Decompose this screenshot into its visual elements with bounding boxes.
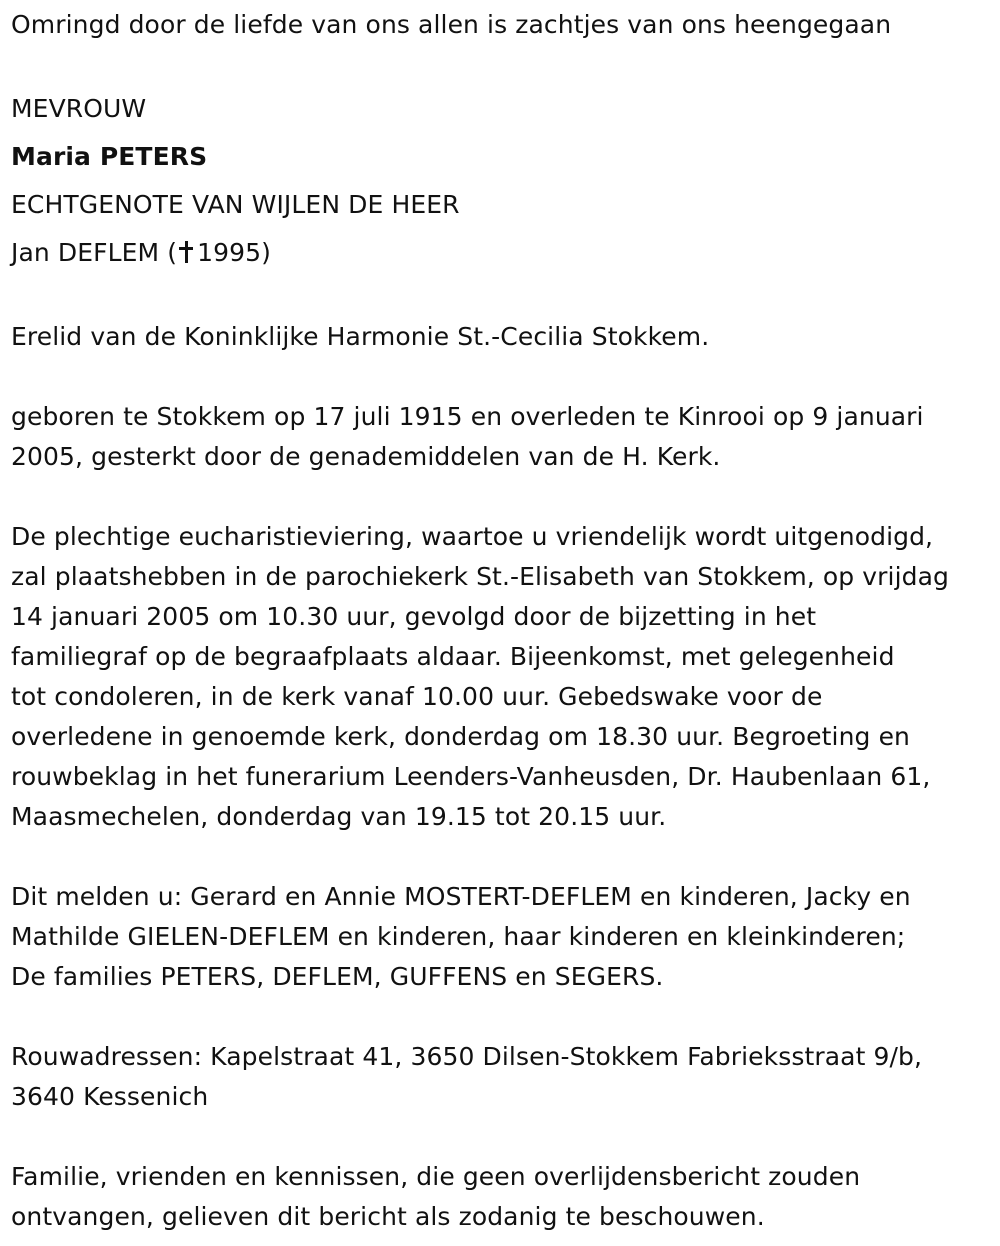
cross-icon [179, 241, 193, 263]
ceremony-line: overledene in genoemde kerk, donderdag om 18.30 uur. Begroeting en [11, 722, 910, 751]
death-notice [11, 0, 996, 1237]
announcement-line: De families PETERS, DEFLEM, GUFFENS en SEGERS. [11, 962, 664, 991]
ceremony-line: zal plaatshebben in de parochiekerk St.-Elisabeth van Stokkem, op vrijdag [11, 562, 949, 591]
deceased-name: Maria PETERS [11, 142, 208, 171]
ceremony-line: De plechtige eucharistieviering, waartoe u vriendelijk wordt uitgenodigd, [11, 522, 934, 551]
spacer [11, 837, 996, 877]
spacer [11, 997, 996, 1037]
title-mevrouw: MEVROUW [11, 94, 147, 123]
relation-text: ECHTGENOTE VAN WIJLEN DE HEER [11, 190, 460, 219]
closing-line: ontvangen, gelieven dit bericht als zodanig te beschouwen. [11, 1202, 765, 1231]
spacer [11, 277, 996, 317]
ceremony-line: tot condoleren, in de kerk vanaf 10.00 uur. Gebedswake voor de [11, 682, 823, 711]
ceremony-line: 14 januari 2005 om 10.30 uur, gevolgd door de bijzetting in het [11, 602, 817, 631]
address-line: 3640 Kessenich [11, 1082, 209, 1111]
spacer [11, 477, 996, 517]
ceremony-line: Maasmechelen, donderdag van 19.15 tot 20.15 uur. [11, 802, 667, 831]
spouse-year: 1995) [197, 238, 271, 267]
intro-text: Omringd door de liefde van ons allen is zachtjes van ons heengegaan [11, 10, 892, 39]
address-line: Rouwadressen: Kapelstraat 41, 3650 Dilsen-Stokkem Fabrieksstraat 9/b, [11, 1042, 923, 1071]
birth-death-line: geboren te Stokkem op 17 juli 1915 en overleden te Kinrooi op 9 januari [11, 402, 924, 431]
closing-line: Familie, vrienden en kennissen, die geen overlijdensbericht zouden [11, 1162, 861, 1191]
honorary-text: Erelid van de Koninklijke Harmonie St.-Cecilia Stokkem. [11, 322, 710, 351]
spouse-line [11, 229, 996, 277]
spacer [11, 45, 996, 85]
ceremony-line: familiegraf op de begraafplaats aldaar. Bijeenkomst, met gelegenheid [11, 642, 895, 671]
ceremony-line: rouwbeklag in het funerarium Leenders-Vanheusden, Dr. Haubenlaan 61, [11, 762, 931, 791]
announcement-line: Mathilde GIELEN-DEFLEM en kinderen, haar kinderen en kleinkinderen; [11, 922, 906, 951]
spacer [11, 357, 996, 397]
spouse-name: Jan DEFLEM ( [11, 238, 178, 267]
birth-death-line: 2005, gesterkt door de genademiddelen van de H. Kerk. [11, 442, 721, 471]
spacer [11, 1117, 996, 1157]
announcement-line: Dit melden u: Gerard en Annie MOSTERT-DEFLEM en kinderen, Jacky en [11, 882, 911, 911]
